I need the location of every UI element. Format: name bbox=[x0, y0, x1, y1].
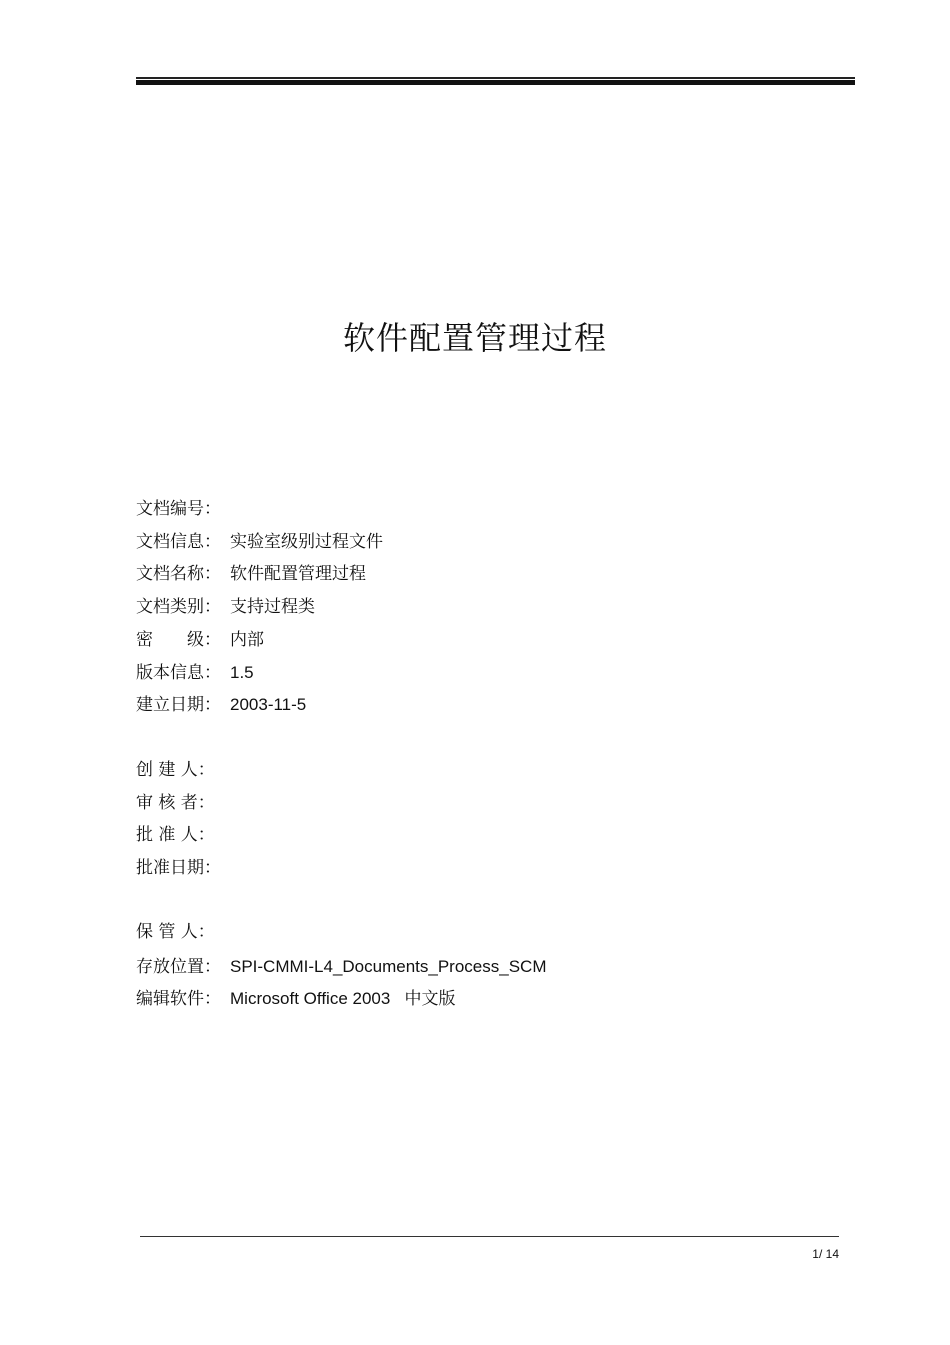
field-label: 版本信息： bbox=[136, 663, 221, 683]
field-doc-name bbox=[136, 562, 366, 586]
field-editing-software bbox=[136, 987, 455, 1011]
field-value: SPI-CMMI-L4_Documents_Process_SCM bbox=[230, 957, 547, 976]
field-label: 保 管 人： bbox=[136, 922, 215, 942]
field-doc-category bbox=[136, 595, 315, 619]
field-value: 内部 bbox=[230, 630, 264, 649]
field-custodian bbox=[136, 920, 230, 944]
page-number: 1/ 14 bbox=[812, 1247, 839, 1261]
header-rule-thin bbox=[136, 77, 855, 79]
field-created-date bbox=[136, 693, 306, 717]
field-doc-info bbox=[136, 530, 383, 554]
field-approver bbox=[136, 823, 230, 847]
field-approval-date bbox=[136, 856, 230, 880]
field-value: 软件配置管理过程 bbox=[230, 564, 366, 583]
field-label: 批准日期： bbox=[136, 858, 221, 878]
field-version bbox=[136, 661, 254, 685]
field-storage-location bbox=[136, 955, 546, 979]
field-creator bbox=[136, 758, 230, 782]
field-label: 文档类别： bbox=[136, 597, 221, 617]
field-label: 编辑软件： bbox=[136, 989, 221, 1009]
field-value: 1.5 bbox=[230, 663, 254, 682]
field-label: 批 准 人： bbox=[136, 825, 215, 845]
header-rule bbox=[136, 77, 855, 86]
header-rule-thick bbox=[136, 80, 855, 85]
field-label: 文档名称： bbox=[136, 564, 221, 584]
field-value: 2003-11-5 bbox=[230, 695, 307, 714]
field-label: 建立日期： bbox=[136, 695, 221, 715]
field-label: 密 级： bbox=[136, 630, 221, 650]
field-doc-number bbox=[136, 497, 230, 521]
field-security-level bbox=[136, 628, 264, 652]
field-label: 审 核 者： bbox=[136, 793, 215, 813]
field-value: 实验室级别过程文件 bbox=[230, 532, 383, 551]
field-value: Microsoft Office 2003 中文版 bbox=[230, 989, 456, 1008]
field-label: 文档信息： bbox=[136, 532, 221, 552]
field-label: 文档编号： bbox=[136, 499, 221, 519]
document-title: 软件配置管理过程 bbox=[342, 319, 607, 357]
footer-rule bbox=[140, 1236, 839, 1237]
field-label: 存放位置： bbox=[136, 957, 221, 977]
field-label: 创 建 人： bbox=[136, 760, 215, 780]
field-reviewer bbox=[136, 791, 230, 815]
field-value: 支持过程类 bbox=[230, 597, 315, 616]
